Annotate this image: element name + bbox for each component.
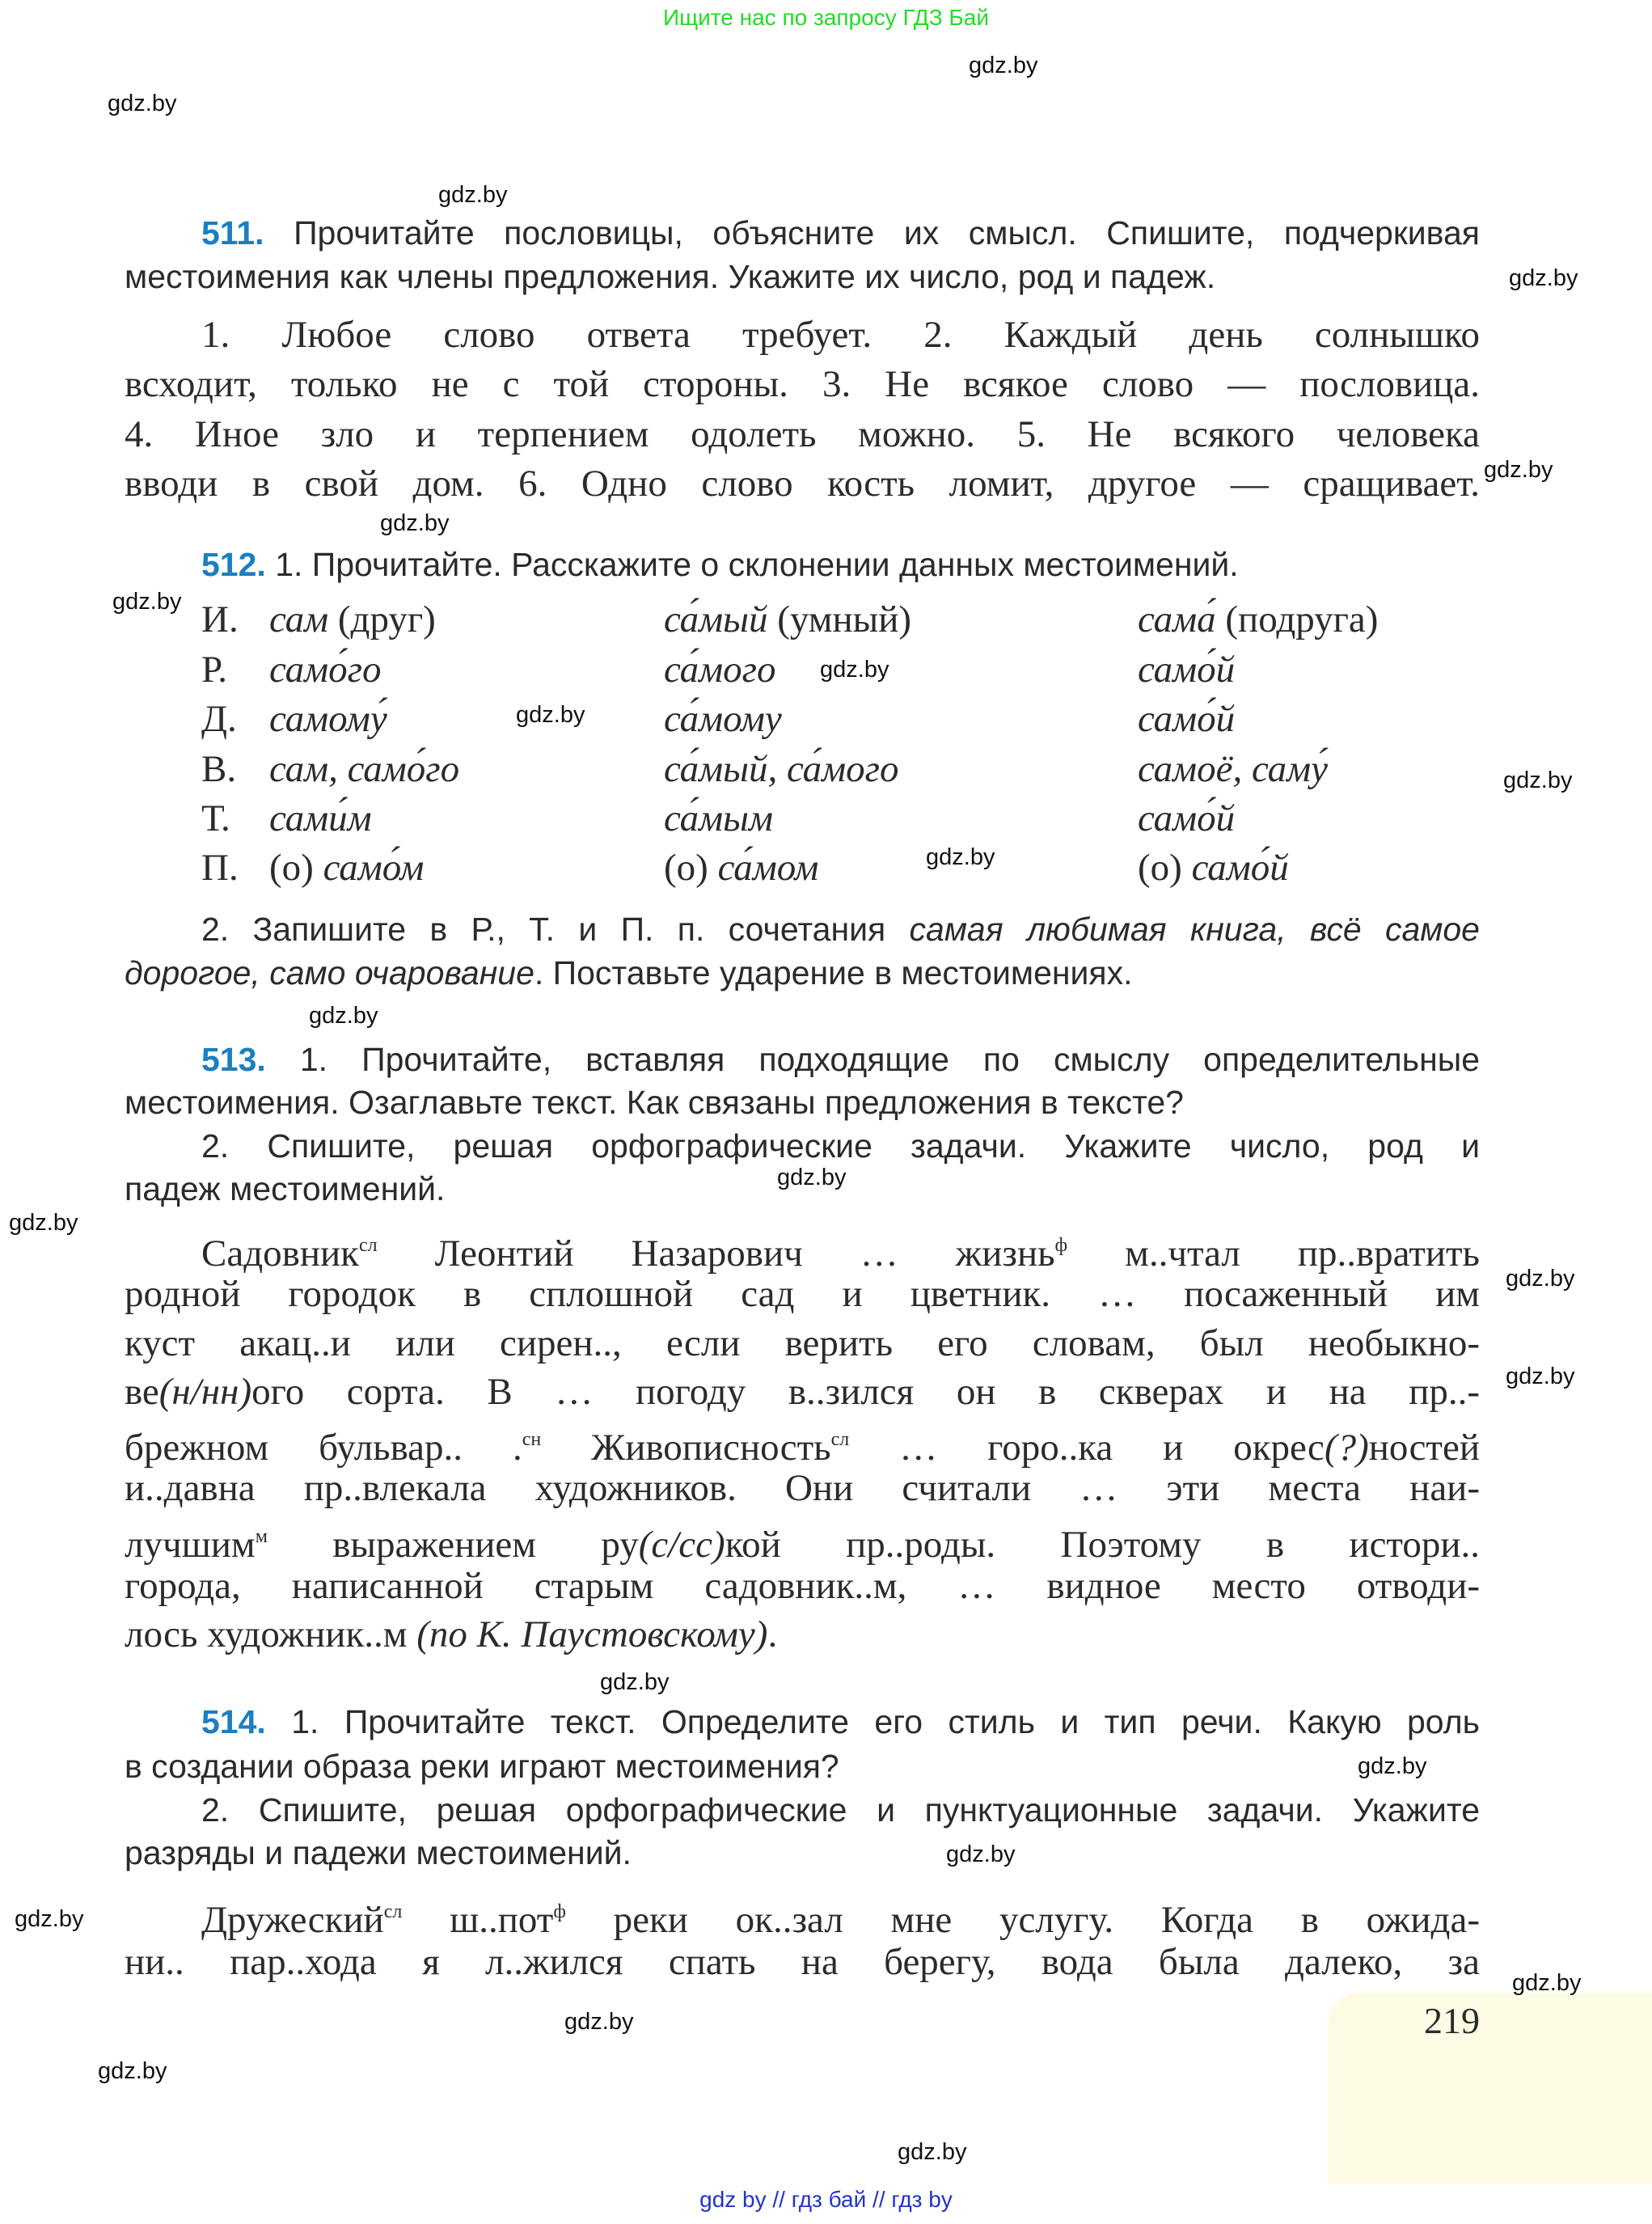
text-segment: са́мый xyxy=(664,598,768,641)
text-segment: само́й xyxy=(1191,847,1289,889)
text-segment: Леонтий Назарович … жизнь xyxy=(377,1233,1055,1275)
case-label: П. xyxy=(201,847,239,889)
text-segment: вводи в свой дом. 6. Одно слово кость ломит, другое — сращивает. xyxy=(125,463,1480,505)
watermark: gdz.by xyxy=(969,53,1038,78)
watermark: gdz.by xyxy=(564,2009,634,2035)
ex514-task-line xyxy=(201,1698,1480,1746)
text-segment: (н/нн) xyxy=(158,1371,252,1413)
text-segment: ого сорта. В … погоду в..зился он в скверах и на пр..- xyxy=(251,1371,1480,1413)
ex513-task-line xyxy=(125,1078,1480,1127)
text-segment: са́мого xyxy=(664,649,776,691)
ex511-task-line xyxy=(125,252,1480,301)
declension-form xyxy=(269,645,381,694)
text-segment: сами́м xyxy=(269,797,372,839)
text-segment: ш..пот xyxy=(402,1899,554,1941)
text-segment: . Поставьте ударение в местоимениях. xyxy=(534,954,1133,991)
watermark: gdz.by xyxy=(946,1841,1016,1867)
declension-form xyxy=(269,844,424,892)
ex513-text-line xyxy=(125,1270,1480,1318)
ex511-text-line xyxy=(125,459,1480,508)
superscript-mark: ф xyxy=(1054,1235,1068,1256)
watermark: gdz.by xyxy=(898,2139,967,2165)
text-segment: самому́ xyxy=(269,698,387,740)
text-segment: само́го xyxy=(269,649,382,691)
text-segment: Прочитайте пословицы, объясните их смысл. Спишите, подчеркивая xyxy=(264,214,1480,252)
text-segment: (о) xyxy=(664,847,718,889)
ex513-text-line xyxy=(125,1415,1480,1469)
watermark: gdz.by xyxy=(309,1003,378,1029)
text-segment: (о) xyxy=(269,847,323,889)
exercise-number: 512. xyxy=(201,546,266,583)
watermark: gdz.by xyxy=(926,844,995,870)
ex513-text-line xyxy=(201,1221,1480,1275)
text-segment: (?) xyxy=(1324,1427,1369,1469)
watermark: gdz.by xyxy=(516,702,585,728)
text-segment: 2. Спишите, решая орфографические и пунктуационные задачи. Укажите xyxy=(201,1791,1480,1829)
text-segment: са́мом xyxy=(717,847,819,889)
ex511-text-line xyxy=(201,311,1480,359)
watermark: gdz.by xyxy=(108,91,177,116)
text-segment: 2. Запишите в Р., Т. и П. п. сочетания xyxy=(201,911,910,948)
text-segment: са́мым xyxy=(664,797,773,839)
text-segment: … горо..ка и окрес xyxy=(849,1427,1325,1469)
superscript-mark: сл xyxy=(830,1429,850,1450)
text-segment: 1. Прочитайте. Расскажите о склонении данных местоимений. xyxy=(265,546,1239,583)
ex514-text-line xyxy=(201,1888,1480,1941)
watermark: gdz.by xyxy=(112,589,182,615)
text-segment: самоё, саму́ xyxy=(1138,748,1328,790)
superscript-mark: м xyxy=(255,1526,268,1547)
watermark: gdz.by xyxy=(9,1210,78,1236)
ex511-text-line xyxy=(125,410,1480,459)
text-segment: (умный) xyxy=(767,598,912,641)
text-segment: са́мый, са́мого xyxy=(664,748,899,790)
text-segment: 1. Прочитайте текст. Определите его стиль и тип речи. Какую роль xyxy=(265,1703,1480,1740)
watermark: gdz.by xyxy=(1358,1753,1427,1779)
watermark: gdz.by xyxy=(1506,1266,1575,1292)
declension-form xyxy=(1138,844,1289,892)
ex512-task2-line xyxy=(125,949,1480,997)
watermark: gdz.by xyxy=(1484,457,1553,483)
text-segment: Дружеский xyxy=(201,1899,384,1941)
ex513-text-line xyxy=(125,1368,1480,1416)
declension-form xyxy=(1138,794,1235,843)
text-segment: в создании образа реки играют местоимения? xyxy=(125,1748,839,1785)
ex514-task-line xyxy=(201,1786,1480,1834)
text-segment: само́й xyxy=(1138,649,1236,691)
ex513-text-line xyxy=(125,1562,1480,1610)
declension-form xyxy=(664,745,898,793)
text-segment: (друг) xyxy=(328,598,436,641)
superscript-mark: сн xyxy=(522,1429,542,1450)
declension-form xyxy=(1138,645,1235,694)
text-segment: местоимения как члены предложения. Укажите их число, род и падеж. xyxy=(125,258,1216,295)
declension-form xyxy=(1138,595,1378,644)
text-segment: реки ок..зал мне услугу. Когда в ожида- xyxy=(565,1899,1480,1941)
exercise-number: 513. xyxy=(201,1041,266,1078)
ex513-text-line xyxy=(125,1464,1480,1512)
text-segment: ве xyxy=(125,1371,159,1413)
watermark: gdz.by xyxy=(777,1165,847,1190)
watermark: gdz.by xyxy=(1503,767,1573,793)
text-segment: города, написанной старым садовник..м, … видное место отводи- xyxy=(125,1565,1480,1607)
watermark: gdz.by xyxy=(820,657,889,683)
case-label: Т. xyxy=(201,797,230,839)
text-segment: 1. Прочитайте, вставляя подходящие по смыслу определительные xyxy=(265,1041,1480,1078)
declension-form xyxy=(269,595,436,644)
text-segment: выражением ру xyxy=(267,1524,639,1566)
text-segment: м..чтал пр..вратить xyxy=(1067,1233,1480,1275)
declension-form xyxy=(664,844,818,892)
watermark: gdz.by xyxy=(600,1669,670,1695)
ex513-text-line xyxy=(125,1319,1480,1368)
watermark: gdz.by xyxy=(438,182,508,208)
exercise-number: 511. xyxy=(201,214,264,252)
declension-form xyxy=(664,695,782,743)
text-segment: 4. Иное зло и терпением одолеть можно. 5. Не всякого человека xyxy=(125,413,1480,455)
watermark: gdz.by xyxy=(1509,265,1578,291)
text-segment: (подруга) xyxy=(1215,598,1379,641)
text-segment: само́й xyxy=(1138,797,1236,839)
ex513-task-line xyxy=(201,1122,1480,1170)
declension-form xyxy=(664,645,775,694)
watermark: gdz.by xyxy=(380,510,450,536)
superscript-mark: сл xyxy=(358,1235,378,1256)
page-number: 219 xyxy=(1424,2000,1480,2041)
text-segment: Живописность xyxy=(541,1427,831,1469)
ex513-text-line xyxy=(125,1610,1480,1659)
text-segment: разряды и падежи местоимений. xyxy=(125,1834,632,1871)
text-segment: сама́ xyxy=(1138,598,1216,641)
watermark: gdz.by xyxy=(98,2058,167,2084)
text-segment: ностей xyxy=(1368,1427,1480,1469)
footer-links[interactable]: gdz by // гдз бай // гдз by xyxy=(699,2187,953,2212)
text-segment: Садовник xyxy=(201,1233,359,1275)
text-segment: всходит, только не с той стороны. 3. Не всякое слово — пословица. xyxy=(125,363,1480,405)
declension-form xyxy=(269,794,372,843)
text-segment: куст акац..и или сирен.., если верить его словам, был необыкно- xyxy=(125,1322,1480,1364)
search-banner: Ищите нас по запросу ГДЗ Бай xyxy=(662,5,990,30)
text-segment: дорогое, само очарование xyxy=(125,954,534,991)
text-segment: (с/сс) xyxy=(638,1524,725,1566)
text-segment: сам, само́го xyxy=(269,748,460,790)
declension-form xyxy=(269,745,459,793)
text-segment: . xyxy=(767,1613,778,1655)
ex513-task-line xyxy=(201,1035,1480,1084)
declension-form xyxy=(1138,745,1328,793)
text-segment: само́й xyxy=(1138,698,1236,740)
text-segment: само́м xyxy=(323,847,425,889)
declension-form xyxy=(269,695,387,743)
declension-form xyxy=(1138,695,1235,743)
ex514-task-line xyxy=(125,1829,1480,1877)
ex514-text-line xyxy=(125,1938,1480,1986)
text-segment: и..давна пр..влекала художников. Они считали … эти места наи- xyxy=(125,1467,1480,1509)
text-segment: 2. Спишите, решая орфографические задачи. Укажите число, род и xyxy=(201,1127,1480,1165)
ex514-task-line xyxy=(125,1742,1480,1791)
case-label: И. xyxy=(201,598,239,641)
declension-form xyxy=(664,595,911,644)
text-segment: лось художник..м xyxy=(125,1613,417,1655)
case-label: Р. xyxy=(201,649,228,691)
ex511-text-line xyxy=(125,360,1480,408)
exercise-number: 514. xyxy=(201,1703,266,1740)
ex513-text-line xyxy=(125,1512,1480,1566)
declension-form xyxy=(664,794,773,843)
text-segment: сам xyxy=(269,598,329,641)
text-segment: брежном бульвар.. . xyxy=(125,1427,522,1469)
case-label: Д. xyxy=(201,698,237,740)
watermark: gdz.by xyxy=(1512,1970,1582,1996)
text-segment: падеж местоимений. xyxy=(125,1170,446,1207)
text-segment: кой пр..роды. Поэтому в истори.. xyxy=(725,1524,1480,1566)
text-segment: лучшим xyxy=(125,1524,256,1566)
text-segment: самая любимая книга, всё самое xyxy=(909,911,1480,948)
ex512-task2-line xyxy=(201,905,1480,953)
watermark: gdz.by xyxy=(15,1906,84,1932)
superscript-mark: ф xyxy=(553,1901,566,1922)
ex511-task-line xyxy=(201,209,1480,257)
text-segment: (по К. Паустовскому) xyxy=(416,1613,768,1655)
text-segment: ни.. пар..хода я л..жился спать на берегу, вода была далеко, за xyxy=(125,1941,1480,1983)
text-segment: родной городок в сплошной сад и цветник. … посаженный им xyxy=(125,1273,1480,1315)
superscript-mark: сл xyxy=(383,1901,403,1922)
text-segment: (о) xyxy=(1138,847,1192,889)
text-segment: 1. Любое слово ответа требует. 2. Каждый день солнышко xyxy=(201,314,1480,356)
case-label: В. xyxy=(201,748,237,790)
text-segment: са́мому xyxy=(664,698,782,740)
ex512-task-line xyxy=(201,540,1480,589)
watermark: gdz.by xyxy=(1506,1364,1575,1389)
text-segment: местоимения. Озаглавьте текст. Как связаны предложения в тексте? xyxy=(125,1084,1184,1121)
